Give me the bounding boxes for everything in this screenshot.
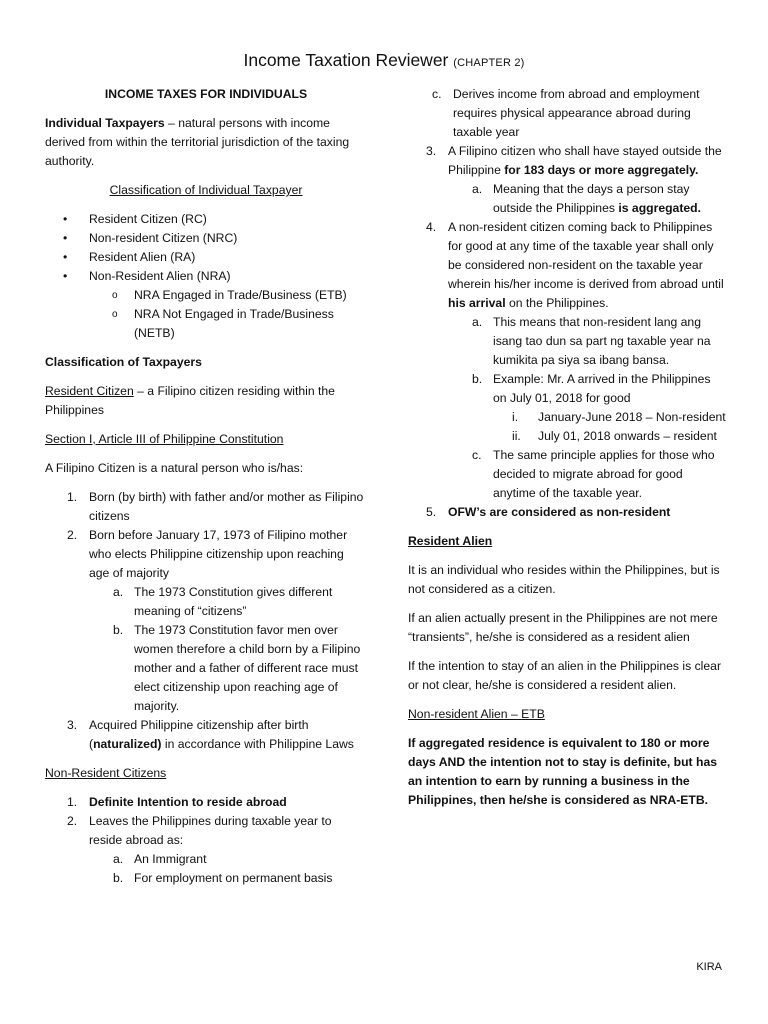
list-item: [45, 869, 367, 888]
list-item: [45, 305, 367, 343]
nra-etb-heading: Non-resident Alien – ETB: [408, 707, 545, 721]
resident-alien-heading: Resident Alien: [408, 534, 493, 548]
individual-taxpayers-definition: – natural persons with income derived from within the territorial jurisdiction of the taxing authority.: [45, 116, 350, 168]
section-heading-income-taxes: INCOME TAXES FOR INDIVIDUALS: [104, 87, 308, 101]
list-item-text: Non-Resident Alien (NRA): [89, 269, 231, 283]
list-item-text: Born before January 17, 1973 of Filipino mother who elects Philippine citizenship upon reaching age of majority: [89, 528, 348, 580]
letter-marker: a.: [472, 182, 483, 196]
resident-alien-paragraph-3: If the intention to stay of an alien in the Philippines is clear or not clear, he/she is considered a resident alien.: [408, 659, 722, 692]
letter-marker: b.: [113, 623, 124, 637]
list-item-text: The same principle applies for those who decided to migrate abroad for good anytime of the taxable year.: [493, 448, 715, 500]
filipino-citizen-list: [45, 488, 367, 754]
list-item-text: This means that non-resident lang ang isang tao dun sa part ng taxable year na kumikita pa siya sa ibang bansa.: [493, 315, 711, 367]
list-item-text: in accordance with Philippine Laws: [161, 737, 354, 751]
list-item-text: NRA Not Engaged in Trade/Business (NETB): [134, 307, 334, 340]
resident-citizen-term: Resident Citizen: [45, 384, 134, 398]
resident-citizen-paragraph: [45, 382, 367, 420]
number-marker: 3.: [426, 144, 437, 158]
left-column: [45, 85, 367, 898]
list-item: [404, 446, 726, 503]
individual-taxpayers-paragraph: [45, 114, 367, 171]
number-marker: 1.: [67, 490, 78, 504]
filipino-citizen-intro: A Filipino Citizen is a natural person who is/has:: [45, 461, 304, 475]
list-item: [404, 218, 726, 503]
list-item: [45, 850, 367, 869]
number-marker: 3.: [67, 718, 78, 732]
letter-marker: a.: [113, 585, 124, 599]
bullet-marker: •: [63, 212, 68, 226]
list-item: [45, 716, 367, 754]
list-item-text: Resident Alien (RA): [89, 250, 196, 264]
number-marker: 5.: [426, 505, 437, 519]
list-item-text: A non-resident citizen coming back to Philippines for good at any time of the taxable year shall only be considered non-resident on the taxable year wherein his/her income is derived from abroad until: [448, 220, 724, 291]
letter-marker: c.: [432, 87, 442, 101]
list-item: [45, 286, 367, 305]
list-item-text: Acquired Philippine citizenship after birth (: [89, 718, 309, 751]
list-item-text: Derives income from abroad and employment requires physical appearance abroad during taxable year: [453, 87, 700, 139]
bullet-marker: •: [63, 269, 68, 283]
bullet-marker: •: [63, 250, 68, 264]
letter-marker: a.: [472, 315, 483, 329]
coming-back-sublist: [404, 313, 726, 503]
nra-sublist: [45, 286, 367, 343]
list-item-text: Definite Intention to reside abroad: [89, 795, 287, 809]
letter-marker: b.: [472, 372, 483, 386]
list-item: [45, 267, 367, 343]
list-item-text: July 01, 2018 onwards – resident: [538, 429, 717, 443]
citizen-sublist: [45, 583, 367, 716]
list-item: [45, 229, 367, 248]
classification-individual-heading: Classification of Individual Taxpayer: [109, 183, 303, 197]
list-item: [404, 370, 726, 446]
continued-sublist: [364, 85, 726, 142]
list-item: [45, 812, 367, 888]
list-item: [404, 180, 726, 218]
taxpayer-classification-list: [45, 210, 367, 343]
list-item: [404, 427, 726, 446]
list-item-text: January-June 2018 – Non-resident: [538, 410, 726, 424]
list-item-text: The 1973 Constitution favor men over women therefore a child born by a Filipino mother and a father of different race must elect citizenship upon reaching age of majority.: [134, 623, 361, 713]
example-sublist: [404, 408, 726, 446]
list-item: [404, 142, 726, 218]
list-item-text: Leaves the Philippines during taxable year to reside abroad as:: [89, 814, 332, 847]
list-item-text: Example: Mr. A arrived in the Philippines on July 01, 2018 for good: [493, 372, 711, 405]
list-item-text: The 1973 Constitution gives different meaning of “citizens”: [134, 585, 333, 618]
roman-marker: ii.: [512, 429, 521, 443]
bullet-marker: •: [63, 231, 68, 245]
list-item-text: Non-resident Citizen (NRC): [89, 231, 238, 245]
number-marker: 4.: [426, 220, 437, 234]
list-item-text: An Immigrant: [134, 852, 207, 866]
list-item-emphasis: for 183 days or more aggregately.: [504, 163, 699, 177]
list-item: [45, 488, 367, 526]
document-title: [0, 50, 768, 71]
list-item: [45, 210, 367, 229]
reside-abroad-sublist: [45, 850, 367, 888]
list-item-emphasis: is aggregated.: [618, 201, 701, 215]
list-item: [364, 85, 726, 142]
letter-marker: b.: [113, 871, 124, 885]
list-item-text: Resident Citizen (RC): [89, 212, 207, 226]
list-item: [45, 583, 367, 621]
resident-alien-paragraph-2: If an alien actually present in the Philippines are not mere “transients”, he/she is considered as a resident alien: [408, 611, 718, 644]
non-resident-citizen-list: [45, 793, 367, 888]
number-marker: 2.: [67, 528, 78, 542]
list-item-text: NRA Engaged in Trade/Business (ETB): [134, 288, 347, 302]
list-item-text: Meaning that the days a person stay outside the Philippines: [493, 182, 690, 215]
individual-taxpayers-term: Individual Taxpayers: [45, 116, 165, 130]
aggregation-sublist: [404, 180, 726, 218]
circle-marker: o: [112, 309, 118, 320]
nra-etb-paragraph: If aggregated residence is equivalent to 180 or more days AND the intention not to stay is definite, but has an intention to earn by running a business in the Philippines, then he/she is considered as NRA-ETB.: [408, 736, 717, 807]
list-item: [45, 526, 367, 716]
non-resident-citizen-list-continued: [404, 142, 726, 522]
list-item: [45, 621, 367, 716]
right-column: [408, 85, 726, 820]
resident-alien-paragraph-1: It is an individual who resides within the Philippines, but is not considered as a citizen.: [408, 563, 720, 596]
list-item: [404, 503, 726, 522]
number-marker: 2.: [67, 814, 78, 828]
chapter-label: (CHAPTER 2): [453, 57, 525, 69]
footer-author: KIRA: [696, 961, 722, 973]
list-item: [404, 313, 726, 370]
classification-taxpayers-heading: Classification of Taxpayers: [45, 355, 202, 369]
letter-marker: c.: [472, 448, 482, 462]
resident-citizen-definition: – a Filipino citizen residing within the Philippines: [45, 384, 335, 417]
circle-marker: o: [112, 290, 118, 301]
list-item-text: A Filipino citizen who shall have stayed outside the Philippine: [448, 144, 722, 177]
list-item: [45, 248, 367, 267]
non-resident-citizens-heading: Non-Resident Citizens: [45, 766, 167, 780]
constitution-section-heading: Section I, Article III of Philippine Constitution: [45, 432, 284, 446]
list-item-text: Born (by birth) with father and/or mother as Filipino citizens: [89, 490, 364, 523]
list-item-text: OFW’s are considered as non-resident: [448, 505, 671, 519]
list-item-text: on the Philippines.: [505, 296, 609, 310]
list-item: [404, 408, 726, 427]
letter-marker: a.: [113, 852, 124, 866]
roman-marker: i.: [512, 410, 519, 424]
number-marker: 1.: [67, 795, 78, 809]
naturalized-term: naturalized): [93, 737, 162, 751]
list-item-emphasis: his arrival: [448, 296, 506, 310]
title-text: Income Taxation Reviewer: [243, 50, 449, 70]
list-item-text: For employment on permanent basis: [134, 871, 333, 885]
list-item: [45, 793, 367, 812]
